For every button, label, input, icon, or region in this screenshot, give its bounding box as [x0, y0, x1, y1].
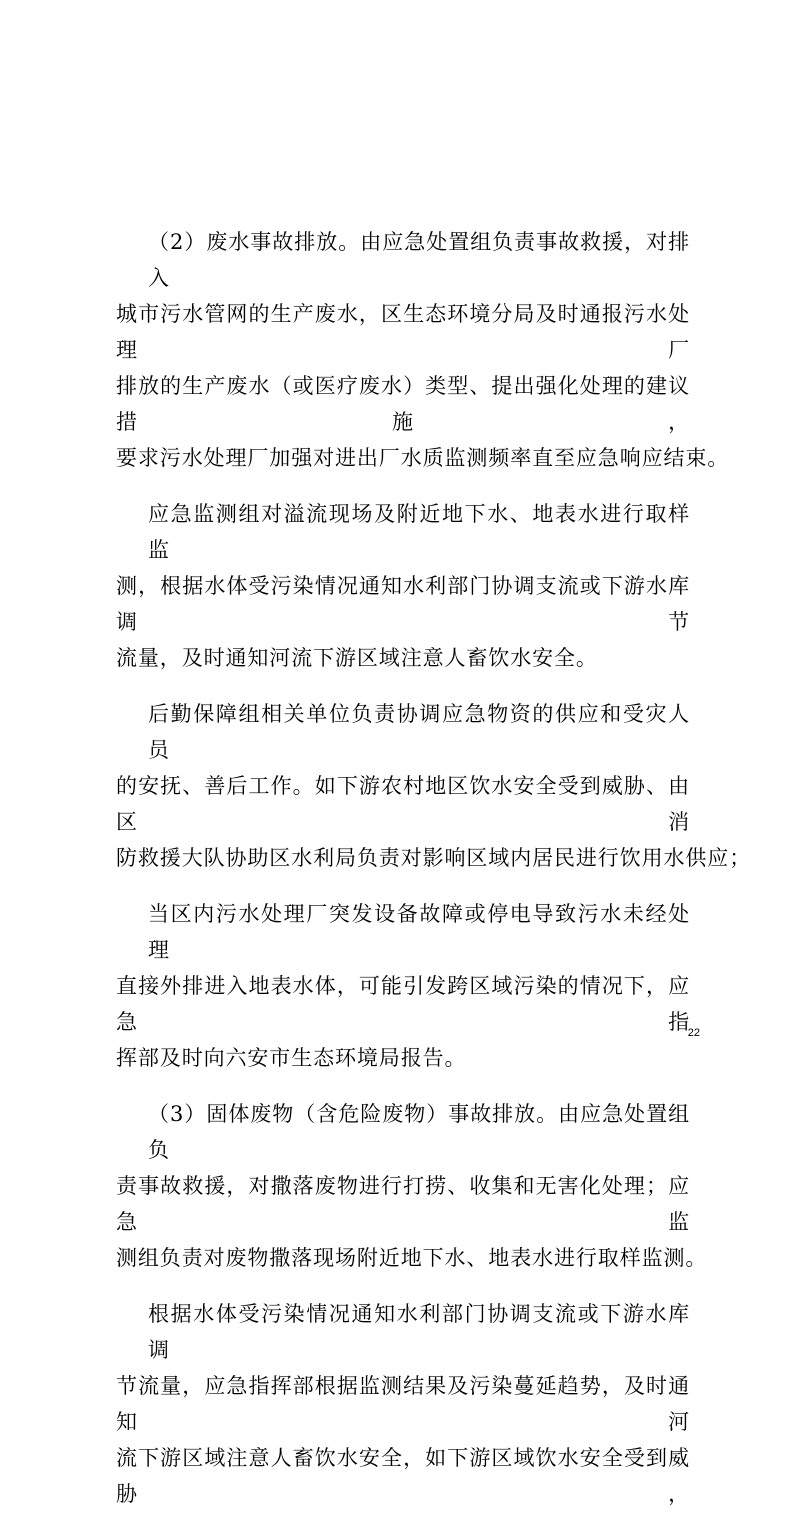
text-line: 责事故救援，对撒落废物进行打捞、收集和无害化处理；应急监: [116, 1174, 690, 1234]
paragraph-emergency-monitoring: [116, 496, 690, 676]
text-line: 测组负责对废物撒落现场附近地下水、地表水进行取样监测。: [116, 1246, 708, 1270]
text-line: 的安抚、善后工作。如下游农村地区饮水安全受到威胁、由区消: [116, 774, 690, 834]
text-line: 挥部及时向六安市生态环境局报告。: [116, 1046, 467, 1070]
paragraph-downstream-notification: [116, 1296, 690, 1512]
text-line: 根据水体受污染情况通知水利部门协调支流或下游水库调: [148, 1302, 690, 1362]
text-line: 要求污水处理厂加强对进出厂水质监测频率直至应急响应结束。: [116, 446, 730, 470]
paragraph-treatment-plant-failure: [116, 896, 690, 1076]
text-line: 直接外排进入地表水体，可能引发跨区域污染的情况下，应急指: [116, 974, 690, 1034]
text-line: 防救援大队协助区水利局负责对影响区域内居民进行饮用水供应；: [116, 846, 752, 870]
paragraph-solid-waste-discharge: [116, 1096, 708, 1276]
text-line: 后勤保障组相关单位负责协调应急物资的供应和受灾人员: [148, 702, 690, 762]
text-line: 流下游区域注意人畜饮水安全，如下游区域饮水安全受到威胁，: [116, 1446, 690, 1506]
text-line: （2）废水事故排放。由应急处置组负责事故救援，对排入: [148, 230, 690, 290]
paragraph-wastewater-discharge: [116, 224, 730, 476]
page-number: 22: [687, 1027, 700, 1039]
text-line: 节流量，应急指挥部根据监测结果及污染蔓延趋势，及时通知河: [116, 1374, 690, 1434]
text-line: 当区内污水处理厂突发设备故障或停电导致污水未经处理: [148, 902, 690, 962]
text-line: （3）固体废物（含危险废物）事故排放。由应急处置组负: [148, 1102, 690, 1162]
text-line: 测，根据水体受污染情况通知水利部门协调支流或下游水库调节: [116, 574, 690, 634]
text-line: 排放的生产废水（或医疗废水）类型、提出强化处理的建议措施，: [116, 374, 690, 434]
text-line: 城市污水管网的生产废水，区生态环境分局及时通报污水处理厂: [116, 302, 690, 362]
paragraph-logistics-support: [116, 696, 752, 876]
text-line: 应急监测组对溢流现场及附近地下水、地表水进行取样监: [148, 502, 690, 562]
text-line: 流量，及时通知河流下游区域注意人畜饮水安全。: [116, 646, 598, 670]
